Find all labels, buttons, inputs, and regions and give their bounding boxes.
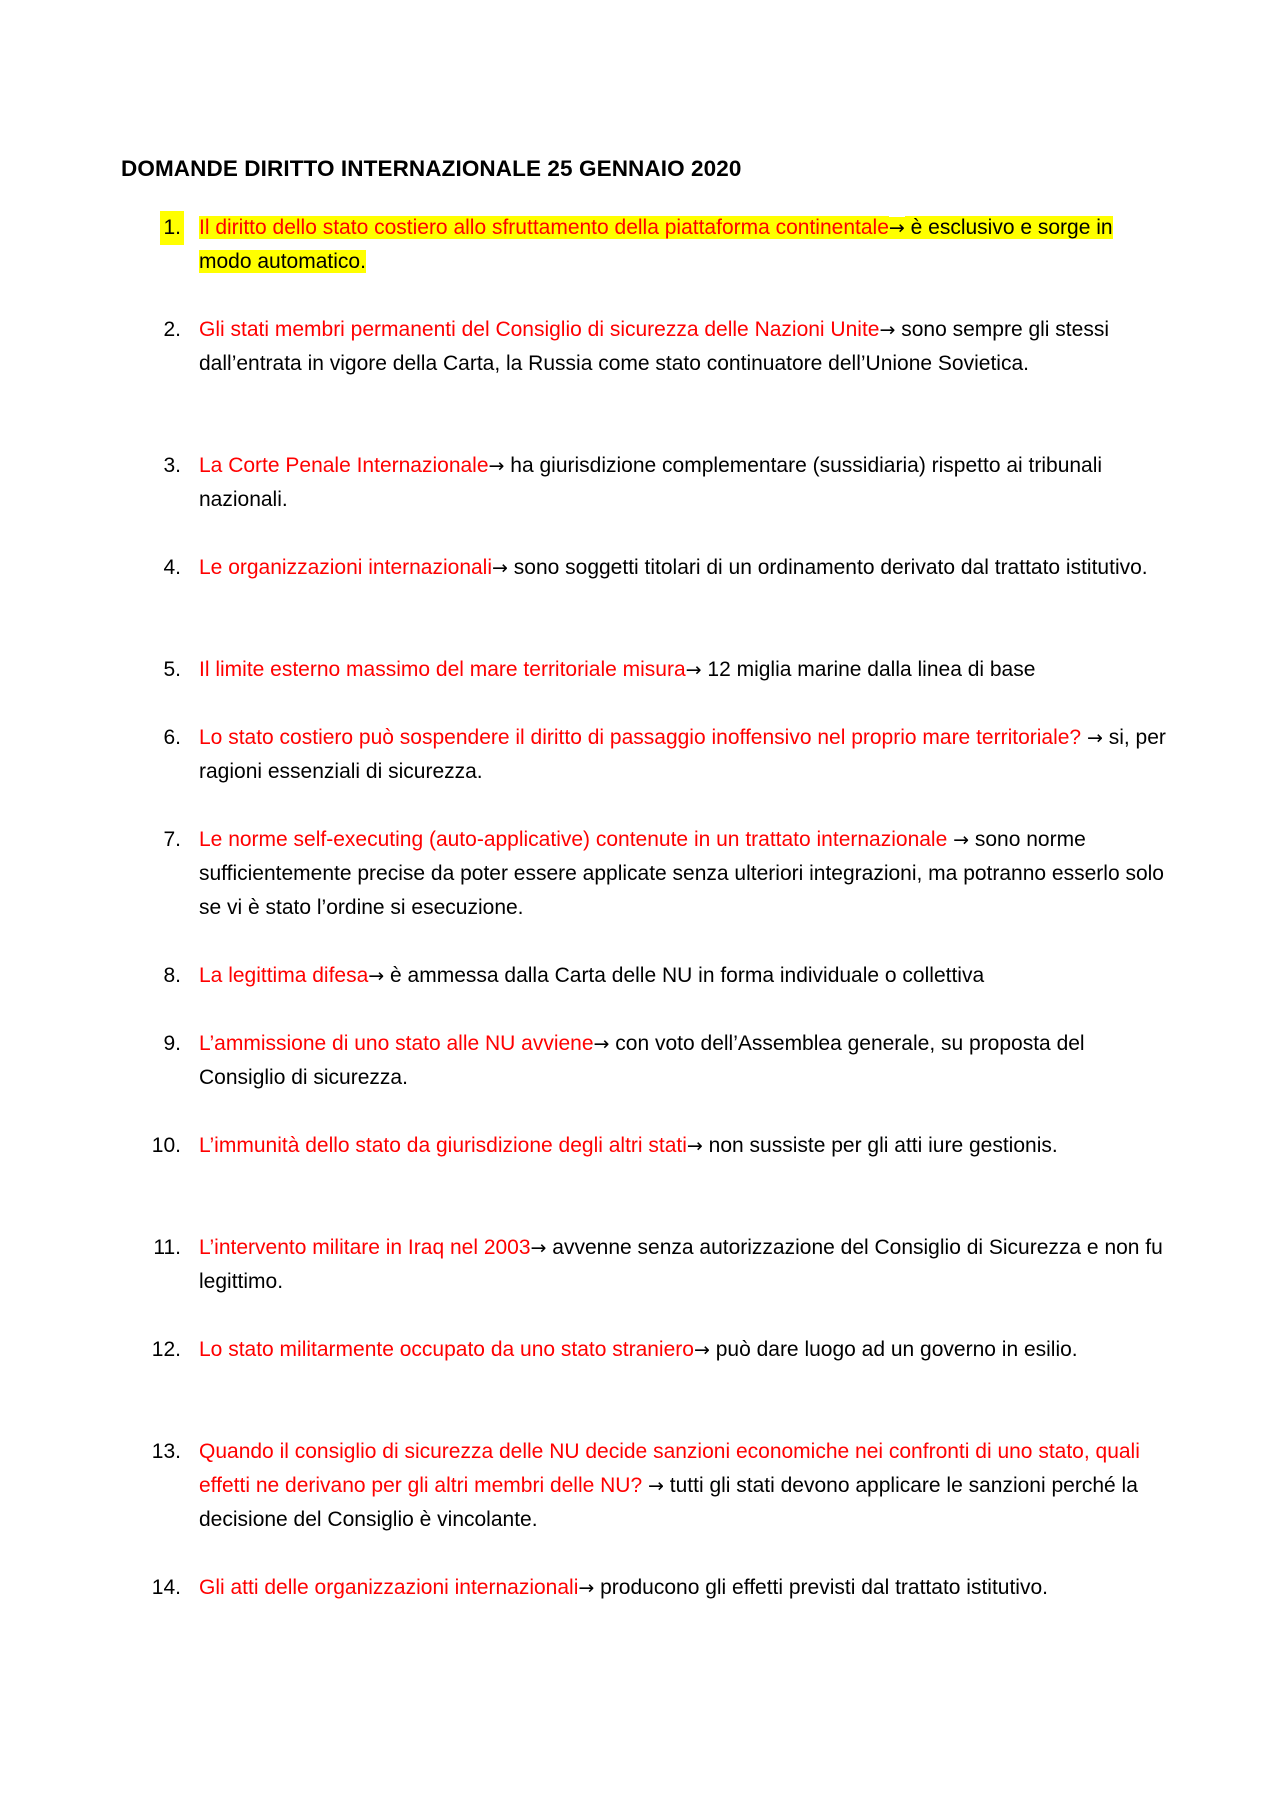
- question-number: 4.: [163, 556, 181, 579]
- answer-text: può dare luogo ad un governo in esilio.: [709, 1338, 1078, 1361]
- question-body: [199, 823, 1167, 925]
- answer-text: 12 miglia marine dalla linea di base: [701, 658, 1036, 681]
- arrow-right-icon: →: [488, 455, 505, 477]
- question-body: [199, 1333, 1167, 1367]
- question-body: [199, 721, 1167, 789]
- arrow-right-icon: →: [879, 319, 896, 341]
- question-number: 9.: [163, 1032, 181, 1055]
- arrow-right-icon: →: [953, 829, 970, 851]
- arrow-right-icon: →: [368, 965, 385, 987]
- question-text: Lo stato militarmente occupato da uno stato straniero: [199, 1338, 694, 1361]
- question-body: [199, 449, 1167, 517]
- answer-text: tutti gli stati devono applicare le sanzioni perché la decisione del Consiglio è vincolante.: [199, 1474, 1138, 1531]
- answer-text: sono soggetti titolari di un ordinamento derivato dal trattato istitutivo.: [507, 556, 1148, 579]
- question-body: [199, 653, 1199, 687]
- arrow-right-icon: →: [593, 1033, 610, 1055]
- arrow-right-icon: →: [686, 1135, 703, 1157]
- question-body: [199, 1231, 1167, 1299]
- answer-text: avvenne senza autorizzazione del Consiglio di Sicurezza e non fu legittimo.: [199, 1236, 1163, 1293]
- answer-text: è ammessa dalla Carta delle NU in forma individuale o collettiva: [384, 964, 985, 987]
- question-body: [199, 959, 1167, 993]
- question-number: 8.: [163, 964, 181, 987]
- answer-text: è esclusivo e sorge in modo automatico.: [199, 216, 1113, 273]
- arrow-right-icon: →: [648, 1475, 664, 1497]
- answer-text: sono norme sufficientemente precise da poter essere applicate senza ulteriori integrazioni, ma potranno esserlo solo se vi è stato l’ordine si esecuzione.: [199, 828, 1164, 919]
- question-body: [199, 1571, 1167, 1605]
- question-number: 11.: [153, 1236, 181, 1259]
- arrow-right-icon: →: [1086, 727, 1103, 749]
- question-body: [199, 211, 1167, 279]
- question-text: L’intervento militare in Iraq nel 2003: [199, 1236, 531, 1259]
- question-body: [199, 1129, 1167, 1163]
- question-number: 12.: [151, 1338, 181, 1361]
- question-number: 5.: [163, 658, 181, 681]
- arrow-right-icon: →: [578, 1577, 595, 1599]
- arrow-right-icon: →: [685, 659, 702, 681]
- arrow-right-icon: →: [693, 1339, 710, 1361]
- question-number: 14.: [151, 1576, 181, 1599]
- question-number: 10.: [151, 1134, 181, 1157]
- question-text: Lo stato costiero può sospendere il diritto di passaggio inoffensivo nel proprio mare territoriale?: [199, 726, 1087, 749]
- question-text: Le organizzazioni internazionali: [199, 556, 493, 579]
- question-number: 3.: [163, 454, 181, 477]
- answer-text: ha giurisdizione complementare (sussidiaria) rispetto ai tribunali nazionali.: [199, 454, 1103, 511]
- answer-text: con voto dell’Assemblea generale, su proposta del Consiglio di sicurezza.: [199, 1032, 1085, 1089]
- question-number: 13.: [151, 1440, 181, 1463]
- answer-text: non sussiste per gli atti iure gestionis.: [702, 1134, 1058, 1157]
- arrow-right-icon: →: [888, 217, 905, 239]
- question-text: Gli stati membri permanenti del Consiglio di sicurezza delle Nazioni Unite: [199, 318, 880, 341]
- question-number: 2.: [163, 318, 181, 341]
- answer-text: producono gli effetti previsti dal trattato istitutivo.: [594, 1576, 1048, 1599]
- arrow-right-icon: →: [492, 557, 508, 579]
- question-text: Il limite esterno massimo del mare territoriale misura: [199, 658, 686, 681]
- answer-text: sono sempre gli stessi dall’entrata in vigore della Carta, la Russia come stato continuatore dell’Unione Sovietica.: [199, 318, 1109, 375]
- question-text: L’immunità dello stato da giurisdizione degli altri stati: [199, 1134, 687, 1157]
- question-text: Il diritto dello stato costiero allo sfruttamento della piattaforma continentale: [199, 216, 889, 239]
- answer-text: si, per ragioni essenziali di sicurezza.: [199, 726, 1166, 783]
- question-text: L’ammissione di uno stato alle NU avviene: [199, 1032, 594, 1055]
- question-text: Gli atti delle organizzazioni internazionali: [199, 1576, 579, 1599]
- question-number: 6.: [163, 726, 181, 749]
- question-number: 1.: [160, 211, 184, 245]
- question-body: [199, 1435, 1167, 1537]
- question-number: 7.: [163, 828, 181, 851]
- question-text: Quando il consiglio di sicurezza delle NU decide sanzioni economiche nei confronti di uno stato, quali effetti ne derivano per gli altri membri delle NU?: [199, 1440, 1140, 1497]
- question-body: [199, 551, 1167, 585]
- question-body: [199, 1027, 1167, 1095]
- question-text: Le norme self-executing (auto-applicative) contenute in un trattato internazionale: [199, 828, 954, 851]
- question-text: La legittima difesa: [199, 964, 369, 987]
- question-body: [199, 313, 1167, 381]
- question-text: La Corte Penale Internazionale: [199, 454, 489, 477]
- document-title: DOMANDE DIRITTO INTERNAZIONALE 25 GENNAIO 2020: [121, 156, 742, 181]
- arrow-right-icon: →: [530, 1237, 547, 1259]
